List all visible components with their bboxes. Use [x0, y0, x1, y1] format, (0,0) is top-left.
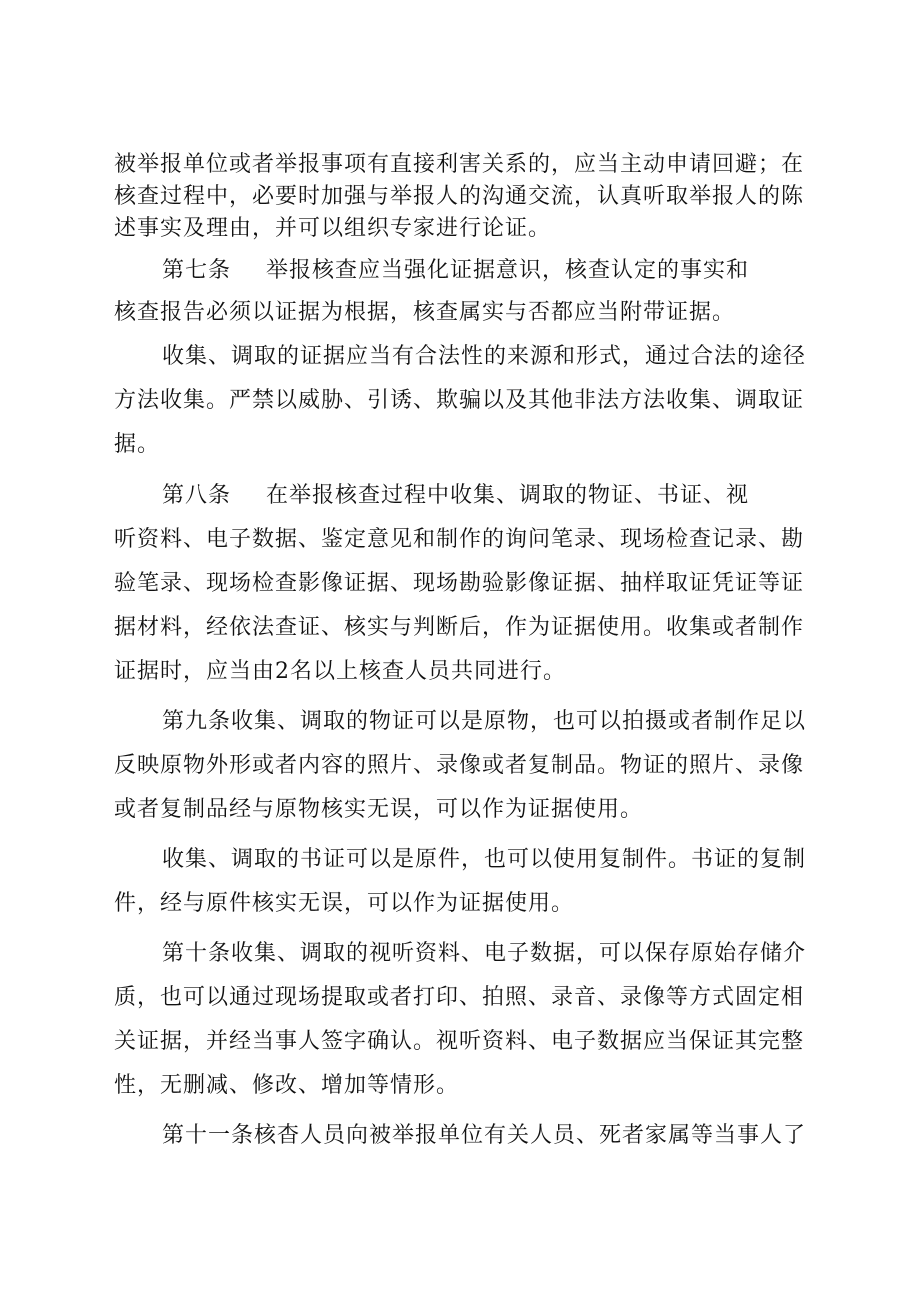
text-line-12: 据材料，经依法查证、核实与判断后，作为证据使用。收集或者制作	[114, 615, 805, 640]
text-line-10: 听资料、电子数据、鉴定意见和制作的询问笔录、现场检查记录、勘	[114, 527, 805, 552]
text-line-6: 收集、调取的证据应当有合法性的来源和形式，通过合法的途径	[162, 344, 807, 369]
article-7-number: 第七条	[162, 258, 232, 283]
article-7-heading-line	[162, 256, 814, 286]
text-line-21: 关证据，并经当事人签字确认。视听资料、电子数据应当保证其完整	[114, 1029, 805, 1054]
text-line-19: 第十条收集、调取的视听资料、电子数据，可以保存原始存储介	[162, 941, 807, 966]
text-line-14: 第九条收集、调取的物证可以是原物，也可以拍摄或者制作足以	[162, 709, 807, 734]
text-line-17: 收集、调取的书证可以是原件，也可以使用复制件。书证的复制	[162, 847, 807, 872]
text-line-3: 述事实及理由，并可以组织专家进行论证。	[114, 216, 552, 241]
article-7-text: 举报核查应当强化证据意识，核查认定的事实和	[266, 258, 750, 283]
text-line-8: 据。	[114, 432, 161, 457]
text-line-2: 核查过程中，必要时加强与举报人的沟通交流，认真听取举报人的陈	[114, 184, 805, 209]
text-line-22: 性，无删减、修改、增加等情形。	[114, 1073, 460, 1098]
article-8-heading-line	[162, 481, 814, 511]
text-line-15: 反映原物外形或者内容的照片、录像或者复制品。物证的照片、录像	[114, 753, 805, 778]
text-line-20: 质，也可以通过现场提取或者打印、拍照、录音、录像等方式固定相	[114, 985, 805, 1010]
text-line-7: 方法收集。严禁以威胁、引诱、欺骗以及其他非法方法收集、调取证	[114, 388, 805, 413]
text-line-18: 件，经与原件核实无误，可以作为证据使用。	[114, 891, 575, 916]
text-line-1: 被举报单位或者举报事项有直接利害关系的，应当主动申请回避；在	[114, 152, 805, 177]
article-8-number: 第八条	[162, 483, 232, 508]
text-line-11: 验笔录、现场检查影像证据、现场勘验影像证据、抽样取证凭证等证	[114, 571, 805, 596]
text-line-23: 第十一条核杳人员向被举报单位有关人员、死者家属等当事人了	[162, 1123, 807, 1148]
text-line-16: 或者复制品经与原物核实无误，可以作为证据使用。	[114, 797, 644, 822]
text-line-5: 核查报告必须以证据为根据，核查属实与否都应当附带证据。	[114, 300, 736, 325]
article-8-text: 在举报核查过程中收集、调取的物证、书证、视	[266, 483, 750, 508]
text-line-13: 证据时，应当由2名以上核查人员共同进行。	[114, 659, 566, 684]
